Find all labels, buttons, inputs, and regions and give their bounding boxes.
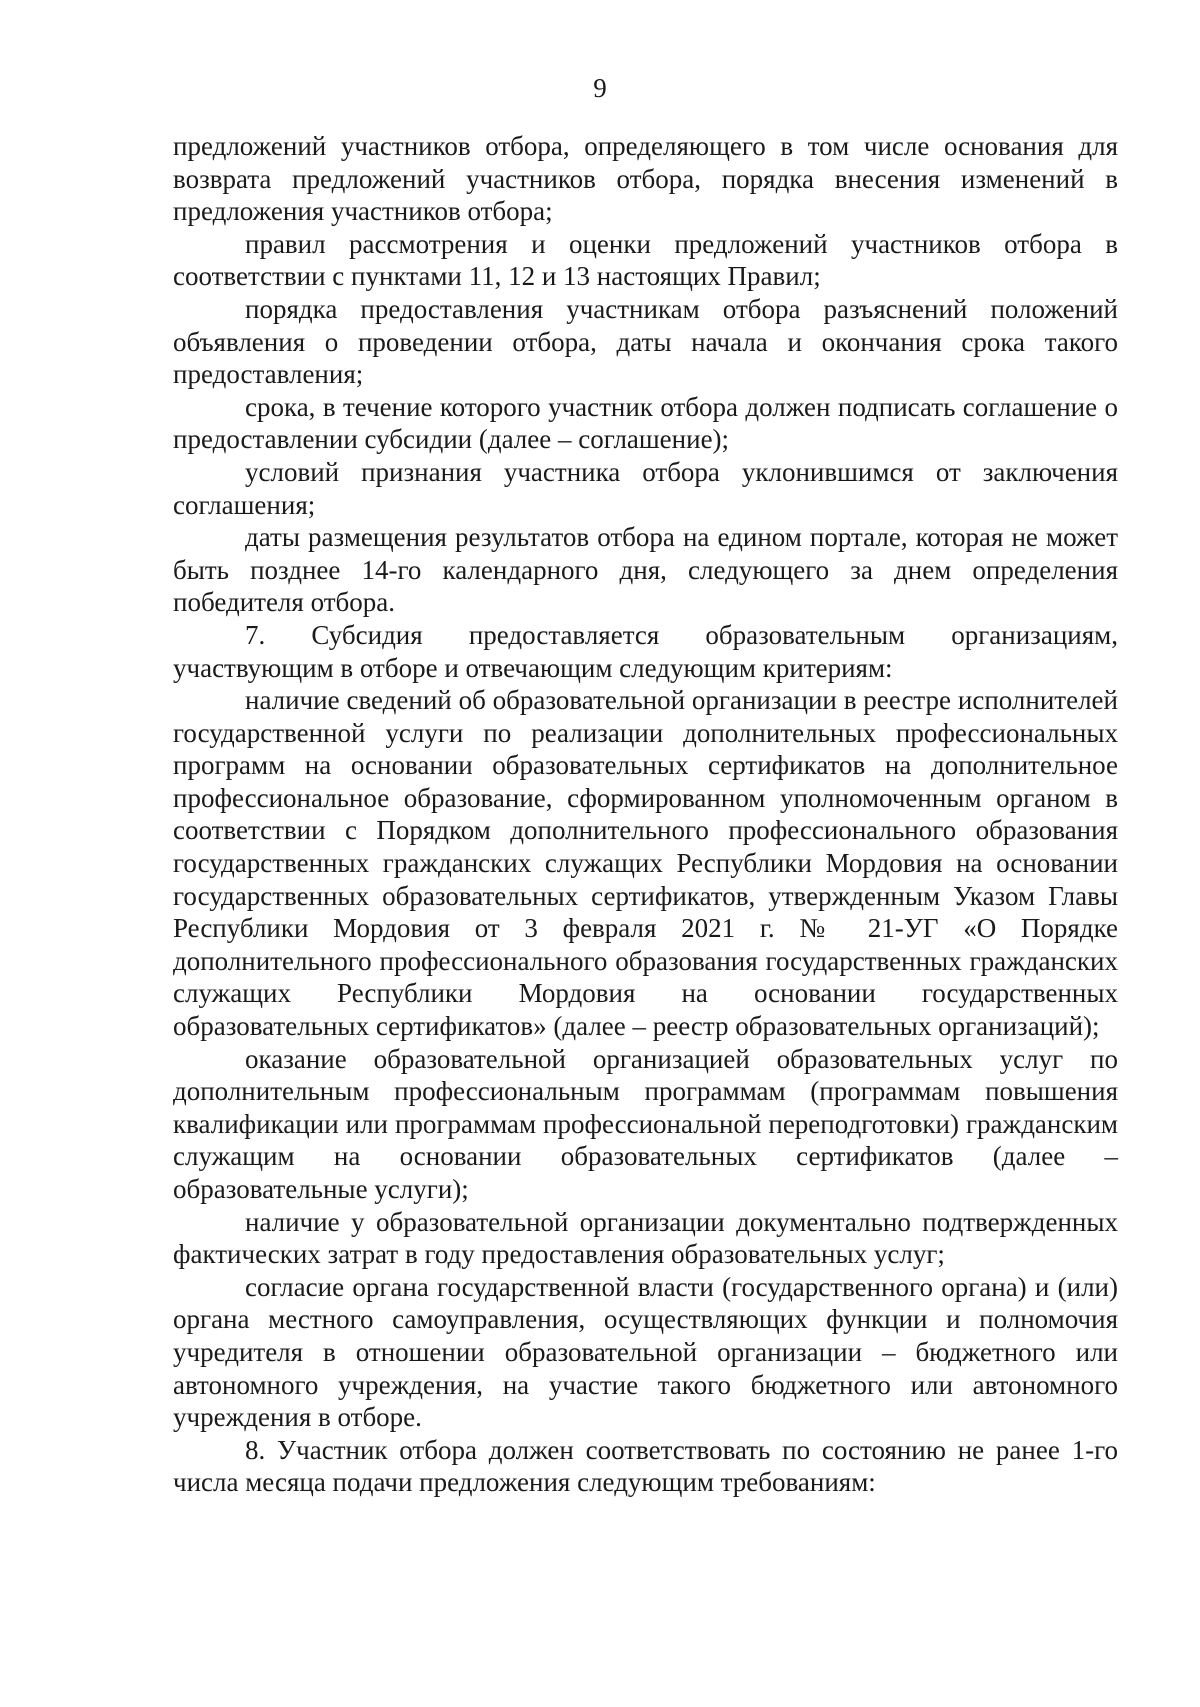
paragraph: срока, в течение которого участник отбора должен подписать соглашение о предоставлении субсидии (далее – соглашение); bbox=[173, 391, 1118, 455]
section-7-paragraph: 7. Субсидия предоставляется образовательным организациям, участвующим в отборе и отвечающим следующим критериям: bbox=[173, 619, 1118, 683]
paragraph: предложений участников отбора, определяющего в том числе основания для возврата предложений участников отбора, порядка внесения изменений в предложения участников отбора; bbox=[173, 131, 1118, 227]
document-body bbox=[173, 130, 1118, 1499]
paragraph: даты размещения результатов отбора на едином портале, которая не может быть позднее 14-го календарного дня, следующего за днем определения победителя отбора. bbox=[173, 522, 1118, 618]
paragraph: наличие у образовательной организации документально подтвержденных фактических затрат в году предоставления образовательных услуг; bbox=[173, 1206, 1118, 1270]
page-number: 9 bbox=[593, 73, 607, 103]
paragraph: оказание образовательной организацией образовательных услуг по дополнительным профессиональным программам (программам повышения квалификации или программам профессиональной переподготовки) гражданским служащим на основании образовательных сертификатов (далее – образовательные услуги); bbox=[173, 1043, 1118, 1204]
paragraph: наличие сведений об образовательной организации в реестре исполнителей государственной услуги по реализации дополнительных профессиональных программ на основании образовательных сертификатов на дополнительное профессиональное образование, сформированном уполномоченным органом в соответствии с Порядком дополнительного профессионального образования государственных гражданских служащих Республики Мордовия на основании государственных образовательных сертификатов, утвержденным Указом Главы Республики Мордовия от 3 февраля 2021 г. № 21-УГ «О Порядке дополнительного профессионального образования государственных гражданских служащих Республики Мордовия на основании государственных образовательных сертификатов» (далее – реестр образовательных организаций); bbox=[173, 685, 1118, 1042]
paragraph: условий признания участника отбора уклонившимся от заключения соглашения; bbox=[173, 456, 1118, 520]
paragraph: порядка предоставления участникам отбора разъяснений положений объявления о проведении отбора, даты начала и окончания срока такого предоставления; bbox=[173, 293, 1118, 390]
section-8-paragraph: 8. Участник отбора должен соответствовать по состоянию не ранее 1-го числа месяца подачи предложения следующим требованиям: bbox=[173, 1434, 1118, 1498]
paragraph: правил рассмотрения и оценки предложений участников отбора в соответствии с пунктами 11, 12 и 13 настоящих Правил; bbox=[173, 228, 1118, 292]
paragraph: согласие органа государственной власти (государственного органа) и (или) органа местного самоуправления, осуществляющих функции и полномочия учредителя в отношении образовательной организации – бюджетного или автономного учреждения, на участие такого бюджетного или автономного учреждения в отборе. bbox=[173, 1271, 1118, 1433]
